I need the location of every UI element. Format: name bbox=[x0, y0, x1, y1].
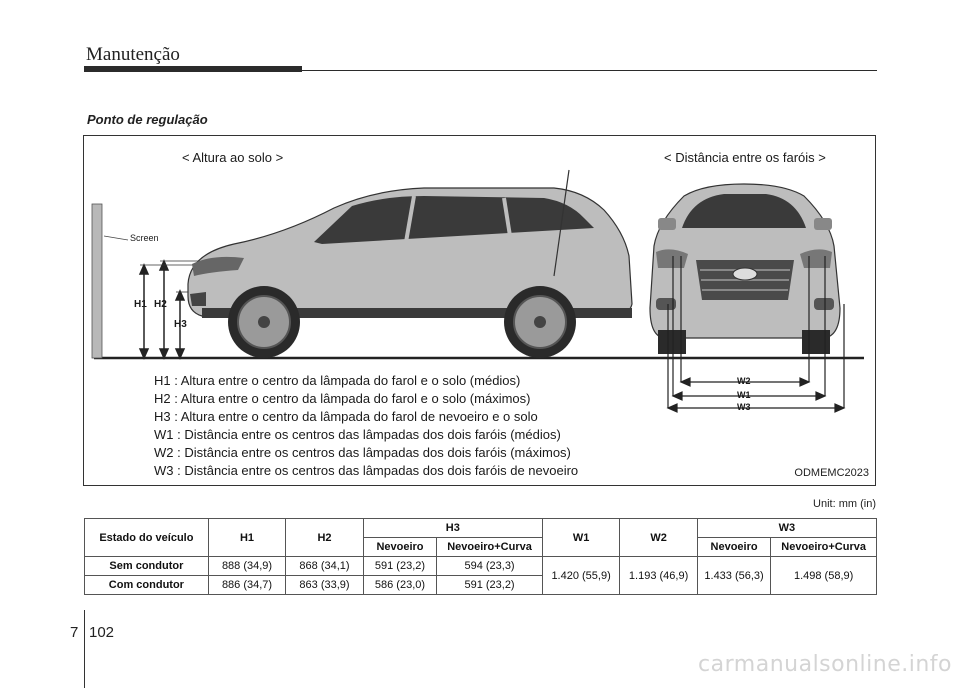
col-h3: H3 bbox=[363, 519, 542, 538]
cell-h3-nevoeiro: 586 (23,0) bbox=[363, 576, 436, 595]
table-row bbox=[85, 557, 877, 576]
chapter-number: 7 bbox=[70, 624, 79, 641]
col-w1: W1 bbox=[542, 519, 619, 557]
car-side-view bbox=[188, 170, 632, 358]
watermark: carmanualsonline.info bbox=[698, 652, 952, 677]
marker-h3: H3 bbox=[174, 319, 187, 330]
figure-legend bbox=[154, 372, 578, 480]
cell-w2: 1.193 (46,9) bbox=[620, 557, 697, 595]
marker-w2: W2 bbox=[737, 376, 751, 386]
cell-h1: 888 (34,9) bbox=[208, 557, 285, 576]
marker-h1: H1 bbox=[134, 299, 147, 310]
screen-wall bbox=[92, 204, 102, 358]
caption-ground-height: < Altura ao solo > bbox=[182, 150, 284, 165]
unit-label: Unit: mm (in) bbox=[813, 498, 876, 510]
legend-line: H2 : Altura entre o centro da lâmpada do farol e o solo (máximos) bbox=[154, 391, 531, 406]
headlight-figure bbox=[83, 135, 876, 486]
marker-w1: W1 bbox=[737, 390, 751, 400]
screen-label: Screen bbox=[130, 233, 159, 243]
page-number: 102 bbox=[89, 624, 115, 641]
row-estado: Sem condutor bbox=[85, 557, 209, 576]
cell-h2: 868 (34,1) bbox=[286, 557, 363, 576]
cell-w3-nevoeiro: 1.433 (56,3) bbox=[697, 557, 770, 595]
col-h3-curva: Nevoeiro+Curva bbox=[437, 538, 543, 557]
cell-h2: 863 (33,9) bbox=[286, 576, 363, 595]
cell-h3-nevoeiro: 591 (23,2) bbox=[363, 557, 436, 576]
figure-code: ODMEMC2023 bbox=[794, 467, 869, 479]
cell-w1: 1.420 (55,9) bbox=[542, 557, 619, 595]
legend-line: W2 : Distância entre os centros das lâmpadas dos dois faróis (máximos) bbox=[154, 445, 571, 460]
spec-table bbox=[84, 518, 877, 595]
row-estado: Com condutor bbox=[85, 576, 209, 595]
cell-h3-curva: 591 (23,2) bbox=[437, 576, 543, 595]
col-w2: W2 bbox=[620, 519, 697, 557]
caption-headlight-distance: < Distância entre os faróis > bbox=[664, 150, 826, 165]
legend-line: H1 : Altura entre o centro da lâmpada do farol e o solo (médios) bbox=[154, 373, 521, 388]
header-rule-thin bbox=[302, 70, 877, 71]
section-title: Ponto de regulação bbox=[87, 112, 208, 127]
header-title: Manutenção bbox=[86, 44, 180, 65]
legend-line: W3 : Distância entre os centros das lâmpadas dos dois faróis de nevoeiro bbox=[154, 463, 579, 478]
legend-line: W1 : Distância entre os centros das lâmpadas dos dois faróis (médios) bbox=[154, 427, 561, 442]
cell-h1: 886 (34,7) bbox=[208, 576, 285, 595]
cell-h3-curva: 594 (23,3) bbox=[437, 557, 543, 576]
col-w3: W3 bbox=[697, 519, 876, 538]
col-h3-nevoeiro: Nevoeiro bbox=[363, 538, 436, 557]
marker-w3: W3 bbox=[737, 402, 751, 412]
cell-w3-curva: 1.498 (58,9) bbox=[771, 557, 877, 595]
col-w3-curva: Nevoeiro+Curva bbox=[771, 538, 877, 557]
col-estado: Estado do veículo bbox=[85, 519, 209, 557]
col-h2: H2 bbox=[286, 519, 363, 557]
marker-h2: H2 bbox=[154, 299, 167, 310]
header-rule-thick bbox=[84, 66, 302, 72]
legend-line: H3 : Altura entre o centro da lâmpada do farol de nevoeiro e o solo bbox=[154, 409, 538, 424]
col-w3-nevoeiro: Nevoeiro bbox=[697, 538, 770, 557]
footer-separator bbox=[84, 610, 85, 688]
car-front-view bbox=[650, 184, 840, 354]
col-h1: H1 bbox=[208, 519, 285, 557]
